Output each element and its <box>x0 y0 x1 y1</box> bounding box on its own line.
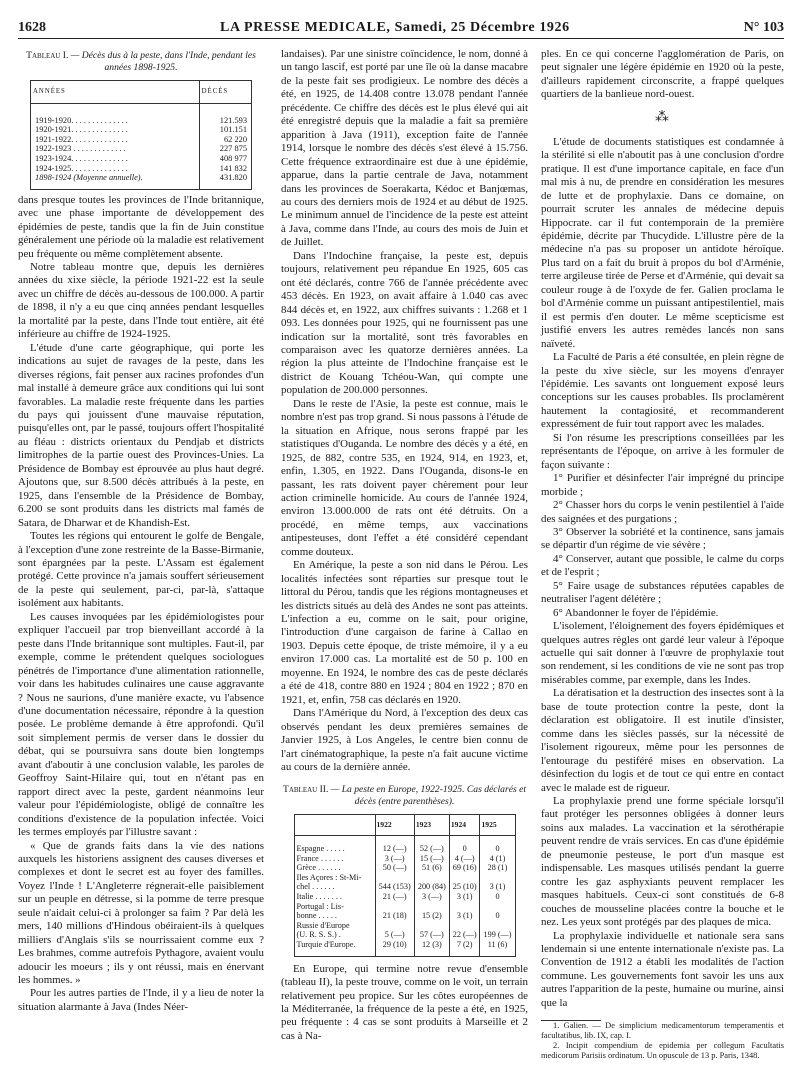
year-cell: 1898-1924 (Moyenne annuelle). <box>35 173 143 183</box>
value-cell: 3 (1) <box>449 892 480 902</box>
value-cell: 5 (—) <box>375 930 414 940</box>
list-item: 6° Abandonner le foyer de l'épidémie. <box>553 606 719 619</box>
value-cell: 22 (—) <box>449 930 480 940</box>
value-cell <box>375 902 414 912</box>
body-paragraph: En Amérique, la peste a son nid dans le Pérou. Les localités infectées sont réparties sur presque tout le littoral du Pérou, tandis que les régions montagneuses et les districts situés au delà des Andes ne sont pas atteints. L'infection a eu, comme on le sait, pour origine, l'introduction d'une cargaison de farine à Callao en 1903. Depuis cette époque, de triste mémoire, il y a eu environ 17.000 cas. La mortalité est de 50 p. 100 en moyenne. En 1924, le nombre des cas de peste déclarés a été de 418, contre 880 en 1924 ; 804 en 1922 ; 870 en 1921, et, enfin, 758 cas déclarés en 1920. <box>281 559 528 706</box>
page-header <box>18 12 784 39</box>
value-cell: 7 (2) <box>449 940 480 956</box>
body-paragraph: Les causes invoquées par les épidémiologistes pour expliquer l'accueil par trop bienveillant accordé à la peste dans l'Inde britannique sont multiples. Faut-il, par exemple, comme le prétendent quelques sociologues pénétrés de l'importance d'une alimentation rationnelle, voir dans les habitudes culinaires une cause aggravante ? Nous ne saurions, d'une manière exacte, vu l'absence d'une documentation nécessaire, répondre à la question posée. Le problème demande à être approfondi. Qu'il soit simplement permis de verser dans le dossier du débat, qui se poursuivra sans doute bien longtemps avant d'aboutir à une conclusion valable, les paroles de Geoffroy Saint-Hilaire qui, tout en n'étant pas en rapport direct avec la peste, gardent néanmoins leur valeur pour l'épidémiologiste, obligé de connaître les conditions d'existence de la population infectée. Voici les termes employés par l'illustre savant : <box>18 610 264 839</box>
table-row <box>31 144 252 154</box>
table-row <box>294 940 515 956</box>
table-row <box>294 854 515 864</box>
value-cell: 12 (—) <box>375 836 414 854</box>
table-row <box>294 873 515 883</box>
value-cell: 544 (153) <box>375 882 414 892</box>
deaths-cell: 121.593 <box>199 103 251 125</box>
value-cell <box>480 873 515 883</box>
journal-title: LA PRESSE MEDICALE, Samedi, 25 Décembre 1926 <box>220 20 570 35</box>
list-item: 3° Observer la sobriété et la continence, sans jamais se départir d'un régime de vie sévère ; <box>541 525 784 552</box>
deaths-cell: 408 977 <box>199 154 251 164</box>
list-item: 2° Chasser hors du corps le venin pestilentiel à l'aide des saignées et des purgations ; <box>541 499 784 525</box>
year-cell: 1920-1921. . . . . . . . . . . . . . <box>35 125 128 135</box>
deaths-cell: 62 220 <box>199 135 251 145</box>
value-cell: 29 (10) <box>375 940 414 956</box>
value-cell: 52 (—) <box>414 836 449 854</box>
body-paragraph: Notre tableau montre que, depuis les dernières années du xixe siècle, la période 1921-22 est la seule avec un chiffre de décès au-dessous de 100.000. A partir de 1898, il n'y a eu que cinq années pendant lesquelles la mortalité par la peste, dans l'Inde tout entière, ait été inférieure au chiffre de 1924-1925. <box>18 261 264 341</box>
table-row <box>294 902 515 912</box>
table-row <box>294 911 515 921</box>
deaths-cell: 141 832 <box>199 164 251 174</box>
body-paragraph: L'étude de documents statistiques est condamnée à la stérilité si elle n'aboutit pas à une conclusion d'ordre pratique. Il est d'une importance capitale, en face d'un mal mis à nu, de prendre en considération les mesures de lutte et de prophylaxie. Dans ce domaine, on pourrait scruter les annales de médecine depuis Hippocrate. car il fut contemporain de la première épidémie, décrite par Thucydide. L'illustre père de la médecine n'a pas su proposer un antidote héroïque. Plus tard on a fait du bruit à propos du bol d'Arménie, terre argileuse tirée de Perse et d'Arménie, qui devait sa couleur rouge à de l'oxyde de fer. Galien proclama le bol d'Arménie comme un puissant antipestilentiel, mais il est permis d'en douter. Le même scepticisme est justifié envers les autres remèdes lancés non sans naïveté. <box>541 135 784 350</box>
value-cell: 11 (6) <box>480 940 515 956</box>
table1-caption: Tableau I. — Décès dus à la peste, dans l'Inde, pendant les années 1898-1925. <box>26 50 256 73</box>
value-cell: 3 (1) <box>449 911 480 921</box>
list-item: 5° Faire usage de substances réputées capables de neutraliser l'agent délétère ; <box>541 579 784 606</box>
body-paragraph: La prophylaxie individuelle et nationale sera sans lendemain si une entente internationale n'existe pas. La Convention de 1912 a établi les modalités de l'action commune. Les gouvernements font savoir les uns aux autres l'apparition de la peste, humaine ou murine, ainsi que la <box>541 929 784 1009</box>
footnotes <box>541 1021 784 1061</box>
value-cell <box>449 873 480 883</box>
value-cell <box>414 902 449 912</box>
value-cell: 4 (1) <box>480 854 515 864</box>
table-row <box>294 930 515 940</box>
plague-deaths-india-table <box>30 80 252 190</box>
value-cell: 200 (84) <box>414 882 449 892</box>
body-paragraph: Pour les autres parties de l'Inde, il y a lieu de noter la situation alarmante à Java (Indes Néer- <box>18 987 264 1013</box>
section-separator-stars: ⁂ <box>655 109 670 125</box>
table-row <box>31 164 252 174</box>
body-paragraph: Dans le reste de l'Asie, la peste est connue, mais le nombre n'est pas trop grand. Si nous passons à l'étude de la situation en Afrique, nous serons frappé par les statistiques d'Ouganda. Le nombre des décès y a été, en 1925, de 882, contre 535, en 1924, 914, en 1923, et, enfin, 1.305, en 1922. Dans l'Ouganda, disons-le en passant, les rats doivent payer chèrement pour leur action criminelle homicide. Au cours de l'année 1924, environ 13.000.000 de rats ont été détruits. On a procédé, en même temps, aux vaccinations antipesteuses, dont l'effet a été considéré cependant comme douteux. <box>281 397 528 558</box>
table2-header-cell: 1925 <box>480 815 515 836</box>
table2-caption: Tableau II. — La peste en Europe, 1922-1925. Cas déclarés et décès (entre parenthèses). <box>282 784 527 808</box>
year-cell: 1921-1922. . . . . . . . . . . . . . <box>35 134 128 144</box>
body-paragraph: Si l'on résume les prescriptions conseillées par les représentants de l'époque, on arrive à les formuler de façon suivante : <box>541 431 784 471</box>
table-row <box>31 173 252 189</box>
value-cell: 50 (—) <box>375 863 414 873</box>
table-row <box>31 135 252 145</box>
country-cell: bonne . . . . . <box>296 911 337 921</box>
col3-intro-paragraph: ples. En ce qui concerne l'agglomération de Paris, on peut signaler une légère épidémie en 1920 où la peste, d'ailleurs rapidement circonscrite, a frappé quelques quartiers de la banlieue nord-ouest. <box>541 48 784 101</box>
table2-header-cell: 1922 <box>375 815 414 836</box>
deaths-cell: 101.151 <box>199 125 251 135</box>
list-item: 4° Conserver, autant que possible, le calme du corps et de l'esprit ; <box>541 552 784 579</box>
list-item: 1° Purifier et désinfecter l'air imprégné du principe morbide ; <box>541 472 784 498</box>
value-cell: 69 (16) <box>449 863 480 873</box>
value-cell: 25 (10) <box>449 882 480 892</box>
value-cell: 199 (—) <box>480 930 515 940</box>
value-cell: 3 (1) <box>480 882 515 892</box>
value-cell: 3 (—) <box>414 892 449 902</box>
year-cell: 1922-1923 . . . . . . . . . . . . . <box>35 144 126 154</box>
country-cell: France . . . . . . <box>296 853 344 863</box>
year-cell: 1923-1924. . . . . . . . . . . . . . <box>35 153 128 163</box>
country-cell: chel . . . . . . <box>296 882 335 892</box>
country-cell: Italie . . . . . . . <box>296 892 342 902</box>
table2-header-cell: 1923 <box>414 815 449 836</box>
prescription-list <box>541 472 784 620</box>
footnote: 1. Galien. — De simplicium medicamentorum temperamentis et facultatibus, lib. IX, cap. I. <box>541 1021 784 1041</box>
body-paragraph: La dératisation et la destruction des insectes sont à la base de toute protection contre la peste, dont la déclaration est obligatoire. Il est inutile d'insister, comme dans les siècles passés, sur la nécessité de l'isolement rigoureux, même pour les personnes de l'entourage du pestiféré mises en observation. La désinfection du logis et de tout ce qui entre en contact avec le malade est de rigueur. <box>541 687 784 794</box>
body-paragraph: L'isolement, l'éloignement des foyers épidémiques et quelques autres règles ont gardé leur valeur à l'époque actuelle qui sait donner à l'œuvre de prophylaxie tout son rendement, si les conditions de vie ne sont pas trop misérables comme, par exemple, dans les Indes. <box>541 620 784 686</box>
value-cell <box>414 921 449 931</box>
country-cell: Grèce . . . . . . <box>296 863 341 873</box>
country-cell: Espagne . . . . . <box>296 844 345 854</box>
table2-header-cell <box>294 815 375 836</box>
value-cell: 0 <box>480 911 515 921</box>
country-cell: Iles Açores : St-Mi- <box>296 872 362 882</box>
table1-header-years: ANNÉES <box>31 81 200 104</box>
table-row <box>31 154 252 164</box>
value-cell: 0 <box>480 836 515 854</box>
plague-europe-table <box>294 814 516 956</box>
body-paragraph: Dans l'Indochine française, la peste est, depuis toujours, relativement peu répandue En 1925, 605 cas ont été déclarés, contre 766 de l'année précédente avec 453 décès. En 1923, on avait affaire à 1.040 cas avec 844 décès et, en 1922, aux chiffres suivants : 1.268 et 1 093. Les données pour 1925, qui ne fournissent pas une indication sur la mortalité, sont très favorables en comparaison avec les quatorze dernières années. La région la plus atteinte de l'Indochine française est le district de Kouang Tchéou-Wan, qui compte une population de 200.000 personnes. <box>281 249 528 397</box>
column-2 <box>281 48 528 1043</box>
table-row <box>294 882 515 892</box>
body-paragraph: « Que de grands faits dans la vie des nations auxquels les historiens assignent des causes diverses et complexes et dont le secret est au foyer des familles. Voyez l'Inde ! L'Angleterre régnerait-elle paisiblement sur un peuple en détresse, si la pomme de terre presque seule n'aidait celui-ci à prolonger sa faim ? Par delà les mers, 140 millions d'Hindous obéiraient-ils à quelques milliers d'Anglais s'ils se nourrissaient comme eux ? Les brahmes, comme autrefois Pythagore, avaient voulu adoucir les moeurs ; ils y ont réussi, mais en énervant les hommes. » <box>18 839 264 987</box>
value-cell: 51 (6) <box>414 863 449 873</box>
deaths-cell: 227 875 <box>199 144 251 154</box>
value-cell <box>375 921 414 931</box>
value-cell: 4 (—) <box>449 854 480 864</box>
table-row <box>294 863 515 873</box>
year-cell: 1924-1925. . . . . . . . . . . . . . <box>35 163 128 173</box>
body-paragraph: La prophylaxie prend une forme spéciale lorsqu'il faut protéger les personnes obligées à donner leurs soins aux malades. La vaccination et la sérothérapie peuvent rendre de vrais services. En cas d'une épidémie de pneumonie pesteuse, le port d'un masque est indispensable. Les masques utilisés pendant la guerre contre les gaz asphyxiants peuvent remplacer les masques habituels. Ceux-ci sont constitués de 6-8 couches de mousseline placées contre la bouche et le nez. Les yeux sont protégés par des plaques de mica. <box>541 795 784 929</box>
col2-closing-paragraph: En Europe, qui termine notre revue d'ensemble (tableau II), la peste trouve, comme on le voit, un terrain relativement peu propice. Sur les côtes européennes de la Méditerranée, la fréquence de la peste a été, en 1925, peu fréquente : 4 cas se sont produits à Marseille et 2 cas à Na- <box>281 962 528 1042</box>
table-row <box>294 836 515 854</box>
column-1 <box>18 48 264 1014</box>
body-paragraph: landaises). Par une sinistre coïncidence, le nom, donné à un tango lascif, est porté par une île où la danse macabre de la peste fait ses prodigieux. Le nombre des décès a été, en 1925, de 14.408 contre 13.078 pendant l'année précédente. Ce chiffre des décès est le plus élevé qui ait été enregistré depuis que la maladie a fait sa première apparition à Java (1911), exception faite de l'année 1914, lorsque le nombre des décès s'est élevé à 15.756. Cette fréquence extraordinaire est due à une épidémie, apparue, dans la partie centrale de Java, notamment dans les provinces de Soerakarta, Kédoc et Banjœmas, au cours des derniers mois de 1924 et au début de 1925. Le minimum annuel de l'incidence de la peste est atteint à Java, comme dans l'Inde, au cours des mois de Juin et de Juillet. <box>281 48 528 249</box>
deaths-cell: 431.820 <box>199 173 251 189</box>
value-cell: 21 (—) <box>375 892 414 902</box>
value-cell: 15 (2) <box>414 911 449 921</box>
value-cell <box>449 902 480 912</box>
table2-header-cell: 1924 <box>449 815 480 836</box>
value-cell: 12 (3) <box>414 940 449 956</box>
table-row <box>294 892 515 902</box>
issue-number: N° 103 <box>743 20 784 35</box>
footnote: 2. Incipit compendium de epidemia per collegum Facultatis medicorum Parisiis ordinatum. Un opuscule de 13 p. Paris, 1348. <box>541 1041 784 1061</box>
value-cell: 15 (—) <box>414 854 449 864</box>
value-cell: 28 (1) <box>480 863 515 873</box>
column-3 <box>541 48 784 1061</box>
value-cell <box>480 921 515 931</box>
value-cell: 3 (—) <box>375 854 414 864</box>
value-cell: 21 (18) <box>375 911 414 921</box>
country-cell: Turquie d'Europe. <box>296 940 356 949</box>
body-paragraph: Dans l'Amérique du Nord, à l'exception des deux cas observés pendant les deux premières semaines de Janvier 1925, à Los Angeles, le centre bien connu de l'art cinématographique, la peste n'a fait aucune victime au cours de la dernière année. <box>281 707 528 774</box>
country-cell: Russie d'Europe <box>296 920 350 930</box>
table-row <box>31 125 252 135</box>
value-cell <box>414 873 449 883</box>
value-cell <box>449 921 480 931</box>
body-paragraph: dans presque toutes les provinces de l'Inde britannique, avec une phase importante de développement des épidémies de peste, tandis que la fin de Juin constitue généralement une période où la maladie est relativement peu fréquente ou même complètement absente. <box>18 193 264 260</box>
table1-header-deaths: DÉCÈS <box>199 81 251 104</box>
table-row <box>294 921 515 931</box>
body-paragraph: Toutes les régions qui entourent le golfe de Bengale, à l'exception d'une zone restreinte de la Basse-Birmanie, sont épargnées par la peste. L'Assam est également protégé. Cette province n'a jamais souffert sérieusement de la peste qui seulement, par-ci, par-là, s'attaque isolément aux habitants. <box>18 530 264 610</box>
value-cell <box>375 873 414 883</box>
body-paragraph: La Faculté de Paris a été consultée, en plein règne de la peste du xive siècle, sur les moyens d'enrayer l'épidémie. Les savants ont longuement exposé leurs conceptions sur les causes probables. Ils proclamèrent hautement la contagiosité, et recommanderent expressément de fuir tout rapport avec les malades. <box>541 351 784 431</box>
country-cell: Portugal : Lis- <box>296 901 344 911</box>
body-paragraph: L'étude d'une carte géographique, qui porte les indications au sujet de ravages de la peste, dans les diverses régions, fait penser aux racines profondes d'un mal installé à demeure grâce aux conditions qui lui sont favorables. La maladie reste fréquente dans les parties du pays qui jouissent d'une mauvaise réputation, puisqu'elles ont, par le passé, toujours offert l'hospitalité au fléau : districts orientaux du Pendjab et districts limitrophes de la partie ouest des Provinces-Unies. La Présidence de Bombay est éprouvée au plus haut degré. Ajoutons que, sur 8.500 décès attribués à la peste, en 1925, dans l'ensemble de la Présidence de Bombay, 6.200 se sont produits dans les districts mal famés de Satara, de Dharwar et de Khandish-Est. <box>18 341 264 529</box>
table-row <box>31 103 252 125</box>
value-cell: 0 <box>449 836 480 854</box>
country-cell: (U. R. S. S.) . <box>296 930 341 940</box>
value-cell: 0 <box>480 892 515 902</box>
year-cell: 1919-1920. . . . . . . . . . . . . . <box>35 115 128 125</box>
value-cell <box>480 902 515 912</box>
page-number: 1628 <box>18 20 46 35</box>
value-cell: 57 (—) <box>414 930 449 940</box>
